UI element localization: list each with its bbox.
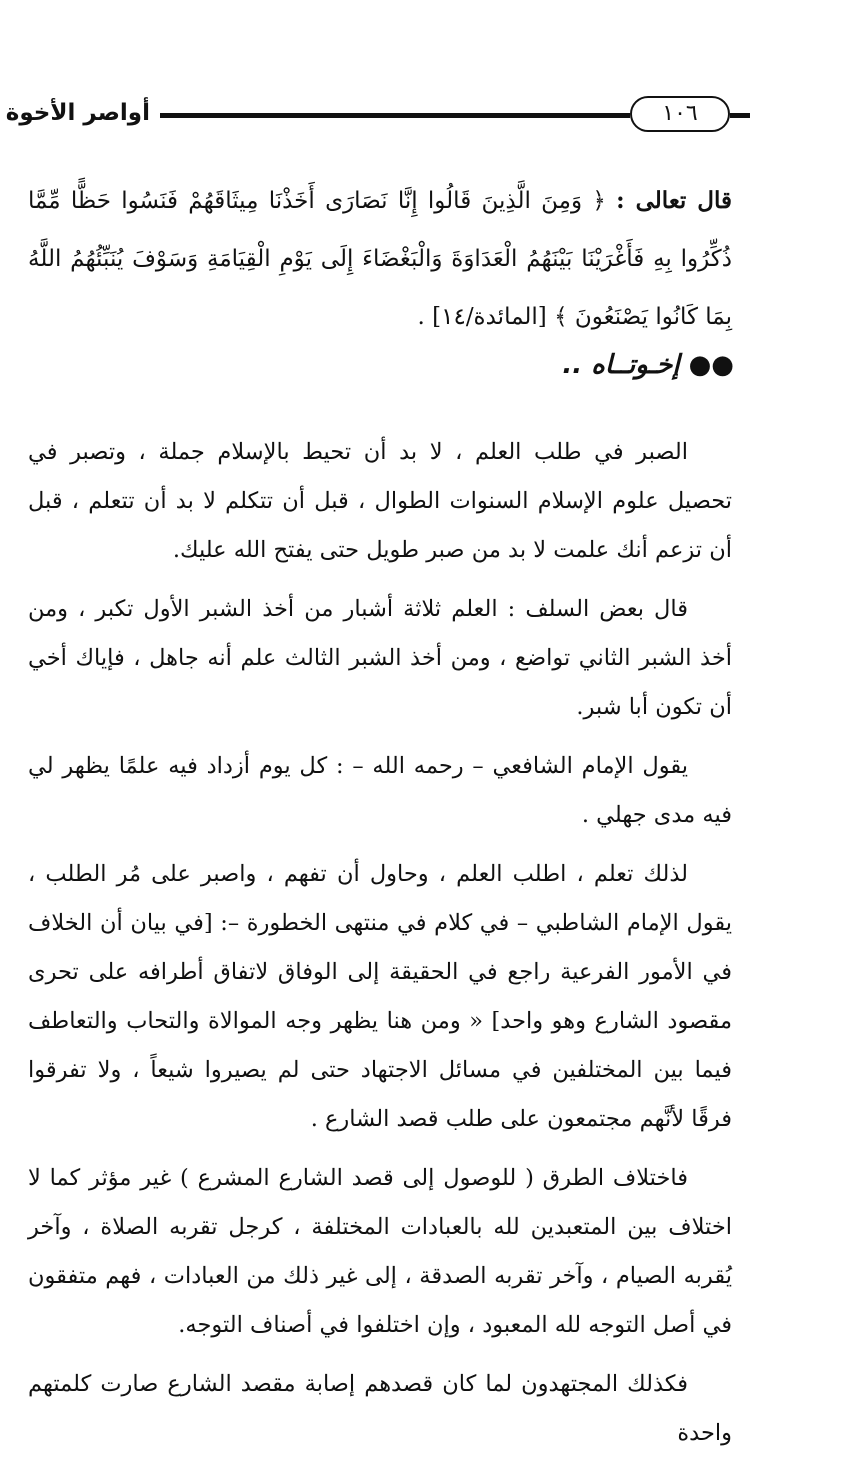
paragraph: لذلك تعلم ، اطلب العلم ، وحاول أن تفهم ، واصبر على مُر الطلب ، يقول الإمام الشاطبي – في كلام في منتهى الخطورة –: [في بيان أن الخلاف في الأمور الفرعية راجع في الحقيقة إلى الوفاق لاتفاق أطرافه على تحرى مقصود الشارع وهو واحد] « ومن هنا يظهر وجه الموالاة والتحاب والتعاطف فيما بين المختلفين في مسائل الاجتهاد حتى لم يصيروا شيعاً ، ولا تفرقوا فرقًا لأنَّهم مجتمعون على طلب قصد الشارع . [28,861,732,1132]
header-rule-end [730,113,750,118]
quran-close-brace: ﴾ [554,304,568,330]
paragraph: يقول الإمام الشافعي – رحمه الله – : كل يوم أزداد فيه علمًا يظهر لي فيه مدى جهلي . [28,753,732,828]
quran-quote [28,172,732,346]
bullet-icon: ●● [688,350,734,380]
quran-citation: [المائدة/١٤] . [417,304,547,330]
page-number: ١٠٦ [630,96,730,132]
quran-label: قال تعالى : [616,187,733,214]
section-title: إخـوتــاه .. [562,350,680,380]
body-text [28,428,732,1468]
running-header [5,96,750,136]
running-header-title: أواصر الأخوة [5,100,150,126]
quran-open-brace: ﴿ [592,188,606,214]
paragraph: فاختلاف الطرق ( للوصول إلى قصد الشارع المشرع ) غير مؤثر كما لا اختلاف بين المتعبدين لله بالعبادات المختلفة ، كرجل تقربه الصلاة ، وآخر يُقربه الصيام ، وآخر تقربه الصدقة ، إلى غير ذلك من العبادات ، فهم متفقون في أصل التوجه لله المعبود ، وإن اختلفوا في أصناف التوجه. [28,1165,732,1338]
paragraph: فكذلك المجتهدون لما كان قصدهم إصابة مقصد الشارع صارت كلمتهم واحدة [28,1371,732,1446]
header-rule [160,113,630,118]
quran-verse: وَمِنَ الَّذِينَ قَالُوا إِنَّا نَصَارَى أَخَذْنَا مِيثَاقَهُمْ فَنَسُوا حَظًّا مِّمَّا ذُكِّرُوا بِهِ فَأَغْرَيْنَا بَيْنَهُمُ الْعَدَاوَةَ وَالْبَغْضَاءَ إِلَى يَوْمِ الْقِيَامَةِ وَسَوْفَ يُنَبِّئُهُمُ اللَّهُ بِمَا كَانُوا يَصْنَعُونَ [28,188,732,330]
section-heading [434,350,734,380]
paragraph: قال بعض السلف : العلم ثلاثة أشبار من أخذ الشبر الأول تكبر ، ومن أخذ الشبر الثاني تواضع ، ومن أخذ الشبر الثالث علم أنه جاهل ، فإياك أخي أن تكون أبا شبر. [28,596,732,720]
paragraph: الصبر في طلب العلم ، لا بد أن تحيط بالإسلام جملة ، وتصبر في تحصيل علوم الإسلام السنوات الطوال ، قبل أن تتكلم لا بد أن تتعلم ، قبل أن تزعم أنك علمت لا بد من صبر طويل حتى يفتح الله عليك. [28,439,732,563]
